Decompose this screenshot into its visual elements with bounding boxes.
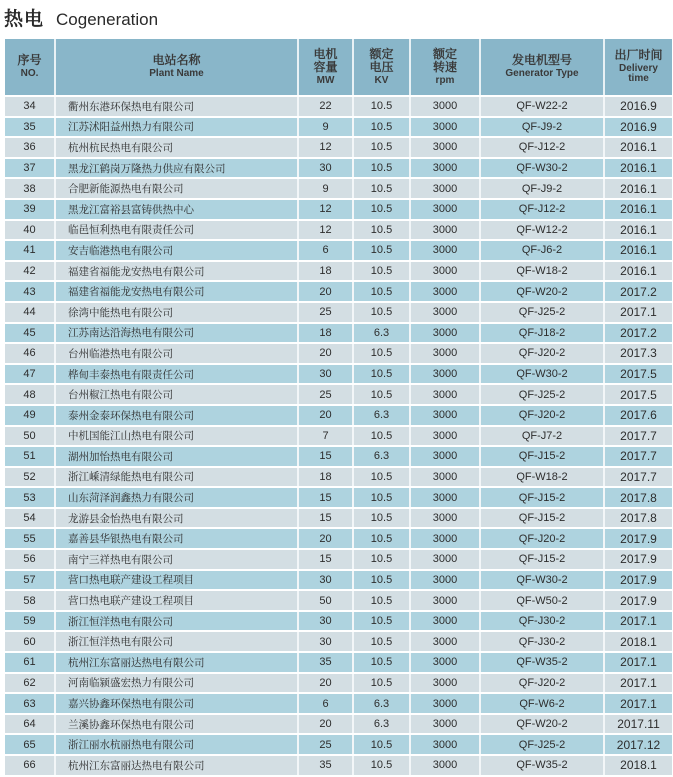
cell-plant-name: 福建省福能龙安热电有限公司 [55,281,298,302]
cell-generator-type: QF-W30-2 [480,158,604,179]
cell-delivery-time: 2017.9 [604,590,672,611]
cell-voltage-kv: 10.5 [353,673,410,694]
cell-speed-rpm: 3000 [410,652,480,673]
table-row [5,590,672,611]
cell-delivery-time: 2016.1 [604,220,672,241]
cell-speed-rpm: 3000 [410,261,480,282]
cell-plant-name: 兰溪协鑫环保热电有限公司 [55,714,298,735]
cell-voltage-kv: 10.5 [353,96,410,117]
table-row [5,652,672,673]
cell-generator-type: QF-J9-2 [480,178,604,199]
cell-no: 64 [5,714,55,735]
cell-no: 40 [5,220,55,241]
cell-no: 41 [5,240,55,261]
table-row [5,508,672,529]
cell-capacity-mw: 15 [298,487,353,508]
cell-capacity-mw: 50 [298,590,353,611]
cell-plant-name: 嘉善县华银热电有限公司 [55,528,298,549]
cell-speed-rpm: 3000 [410,117,480,138]
cell-speed-rpm: 3000 [410,96,480,117]
cell-plant-name: 杭州江东富丽达热电有限公司 [55,755,298,776]
cell-plant-name: 黑龙江鹤岗万隆热力供应有限公司 [55,158,298,179]
cell-delivery-time: 2016.1 [604,137,672,158]
table-row [5,528,672,549]
cell-delivery-time: 2017.5 [604,364,672,385]
cell-no: 49 [5,405,55,426]
cell-generator-type: QF-W18-2 [480,261,604,282]
table-row [5,549,672,570]
cell-plant-name: 中机国能江山热电有限公司 [55,426,298,447]
cell-voltage-kv: 10.5 [353,590,410,611]
cell-no: 48 [5,384,55,405]
cell-capacity-mw: 30 [298,570,353,591]
cell-capacity-mw: 15 [298,508,353,529]
table-row [5,178,672,199]
cell-capacity-mw: 18 [298,323,353,344]
cell-delivery-time: 2016.1 [604,240,672,261]
cell-no: 63 [5,693,55,714]
cell-voltage-kv: 6.3 [353,714,410,735]
cell-delivery-time: 2017.7 [604,446,672,467]
cell-speed-rpm: 3000 [410,631,480,652]
table-row [5,240,672,261]
cell-voltage-kv: 10.5 [353,734,410,755]
cell-generator-type: QF-J25-2 [480,384,604,405]
cell-no: 45 [5,323,55,344]
cell-voltage-kv: 6.3 [353,323,410,344]
cell-no: 35 [5,117,55,138]
cell-generator-type: QF-J30-2 [480,611,604,632]
cell-capacity-mw: 9 [298,178,353,199]
cell-capacity-mw: 20 [298,673,353,694]
cell-no: 62 [5,673,55,694]
cell-generator-type: QF-J15-2 [480,446,604,467]
cell-capacity-mw: 18 [298,467,353,488]
cell-speed-rpm: 3000 [410,178,480,199]
cell-speed-rpm: 3000 [410,755,480,776]
cell-generator-type: QF-J15-2 [480,487,604,508]
table-row [5,158,672,179]
cell-voltage-kv: 10.5 [353,302,410,323]
cell-delivery-time: 2016.1 [604,199,672,220]
cell-speed-rpm: 3000 [410,673,480,694]
cell-capacity-mw: 9 [298,117,353,138]
cell-no: 39 [5,199,55,220]
cell-speed-rpm: 3000 [410,508,480,529]
cell-delivery-time: 2017.11 [604,714,672,735]
cell-voltage-kv: 10.5 [353,467,410,488]
cell-plant-name: 山东菏泽润鑫热力有限公司 [55,487,298,508]
cell-voltage-kv: 10.5 [353,240,410,261]
cell-delivery-time: 2017.9 [604,570,672,591]
cell-no: 55 [5,528,55,549]
cell-speed-rpm: 3000 [410,446,480,467]
cell-plant-name: 徐湾中能热电有限公司 [55,302,298,323]
cell-capacity-mw: 15 [298,549,353,570]
cell-plant-name: 浙江嵊清绿能热电有限公司 [55,467,298,488]
cell-plant-name: 江苏南达沿海热电有限公司 [55,323,298,344]
cell-voltage-kv: 10.5 [353,652,410,673]
cell-capacity-mw: 15 [298,446,353,467]
cell-plant-name: 南宁三祥热电有限公司 [55,549,298,570]
table-row [5,343,672,364]
cell-speed-rpm: 3000 [410,487,480,508]
table-row [5,384,672,405]
table-row [5,693,672,714]
cell-plant-name: 临邑恒利热电有限责任公司 [55,220,298,241]
cell-generator-type: QF-W35-2 [480,755,604,776]
cell-plant-name: 安吉临港热电有限公司 [55,240,298,261]
table-row [5,446,672,467]
cell-no: 53 [5,487,55,508]
table-body [5,96,672,776]
cell-delivery-time: 2017.1 [604,652,672,673]
cell-no: 66 [5,755,55,776]
cell-capacity-mw: 12 [298,199,353,220]
cell-generator-type: QF-W6-2 [480,693,604,714]
cell-speed-rpm: 3000 [410,240,480,261]
cell-voltage-kv: 10.5 [353,199,410,220]
cell-plant-name: 龙游县金怡热电有限公司 [55,508,298,529]
cell-voltage-kv: 10.5 [353,117,410,138]
cell-no: 46 [5,343,55,364]
cell-generator-type: QF-J25-2 [480,302,604,323]
table-row [5,467,672,488]
cell-generator-type: QF-J6-2 [480,240,604,261]
cell-plant-name: 江苏沭阳益州热力有限公司 [55,117,298,138]
cell-no: 56 [5,549,55,570]
cell-speed-rpm: 3000 [410,693,480,714]
cell-capacity-mw: 20 [298,714,353,735]
header-plant-name: 电站名称 Plant Name [55,39,298,96]
cell-capacity-mw: 20 [298,405,353,426]
cell-generator-type: QF-J7-2 [480,426,604,447]
cell-voltage-kv: 10.5 [353,261,410,282]
cell-speed-rpm: 3000 [410,611,480,632]
cell-delivery-time: 2017.1 [604,611,672,632]
cell-voltage-kv: 6.3 [353,693,410,714]
cell-delivery-time: 2017.9 [604,549,672,570]
cell-plant-name: 台州椒江热电有限公司 [55,384,298,405]
table-row [5,714,672,735]
title-english: Cogeneration [56,10,159,29]
cell-capacity-mw: 25 [298,384,353,405]
cell-no: 51 [5,446,55,467]
cell-capacity-mw: 30 [298,158,353,179]
table-row [5,302,672,323]
cell-plant-name: 营口热电联产建设工程项目 [55,570,298,591]
cell-generator-type: QF-J12-2 [480,137,604,158]
table-row [5,755,672,776]
cell-generator-type: QF-W18-2 [480,467,604,488]
table-row [5,364,672,385]
cell-voltage-kv: 10.5 [353,220,410,241]
cell-generator-type: QF-W50-2 [480,590,604,611]
cell-generator-type: QF-J9-2 [480,117,604,138]
cell-capacity-mw: 22 [298,96,353,117]
cell-no: 44 [5,302,55,323]
table-row [5,281,672,302]
cell-voltage-kv: 10.5 [353,343,410,364]
cell-capacity-mw: 7 [298,426,353,447]
cell-no: 43 [5,281,55,302]
cell-voltage-kv: 10.5 [353,631,410,652]
cell-speed-rpm: 3000 [410,302,480,323]
cell-delivery-time: 2018.1 [604,631,672,652]
cell-plant-name: 浙江恒洋热电有限公司 [55,631,298,652]
cell-plant-name: 河南临颍盛宏热力有限公司 [55,673,298,694]
cell-delivery-time: 2018.1 [604,755,672,776]
cell-generator-type: QF-W20-2 [480,714,604,735]
cell-no: 34 [5,96,55,117]
cell-plant-name: 泰州金泰环保热电有限公司 [55,405,298,426]
cell-voltage-kv: 10.5 [353,549,410,570]
cell-delivery-time: 2017.5 [604,384,672,405]
table-row [5,261,672,282]
cell-speed-rpm: 3000 [410,158,480,179]
cell-generator-type: QF-W35-2 [480,652,604,673]
cell-no: 57 [5,570,55,591]
cell-speed-rpm: 3000 [410,734,480,755]
cell-voltage-kv: 10.5 [353,158,410,179]
cell-plant-name: 湖州加怡热电有限公司 [55,446,298,467]
table-row [5,631,672,652]
cell-generator-type: QF-W30-2 [480,364,604,385]
cell-speed-rpm: 3000 [410,220,480,241]
cogeneration-plants-table [5,39,672,777]
cell-capacity-mw: 30 [298,364,353,385]
table-row [5,570,672,591]
cell-speed-rpm: 3000 [410,590,480,611]
header-generator-type: 发电机型号 Generator Type [480,39,604,96]
table-row [5,487,672,508]
header-delivery-time: 出厂时间 Delivery time [604,39,672,96]
cell-generator-type: QF-J15-2 [480,508,604,529]
cell-capacity-mw: 35 [298,652,353,673]
cell-speed-rpm: 3000 [410,137,480,158]
table-row [5,673,672,694]
cell-delivery-time: 2017.3 [604,343,672,364]
cell-no: 54 [5,508,55,529]
cell-capacity-mw: 35 [298,755,353,776]
cell-generator-type: QF-J20-2 [480,405,604,426]
cell-speed-rpm: 3000 [410,714,480,735]
cell-delivery-time: 2017.7 [604,426,672,447]
cell-speed-rpm: 3000 [410,323,480,344]
table-row [5,137,672,158]
cell-delivery-time: 2017.7 [604,467,672,488]
cell-voltage-kv: 10.5 [353,508,410,529]
cell-plant-name: 黑龙江富裕县富铸供热中心 [55,199,298,220]
title-chinese: 热电 [4,9,45,30]
cell-no: 59 [5,611,55,632]
cell-no: 50 [5,426,55,447]
cell-delivery-time: 2017.2 [604,323,672,344]
cell-plant-name: 浙江恒洋热电有限公司 [55,611,298,632]
cell-speed-rpm: 3000 [410,364,480,385]
cell-generator-type: QF-J12-2 [480,199,604,220]
cell-speed-rpm: 3000 [410,281,480,302]
cell-no: 37 [5,158,55,179]
cell-delivery-time: 2017.12 [604,734,672,755]
cell-plant-name: 嘉兴协鑫环保热电有限公司 [55,693,298,714]
cell-generator-type: QF-J15-2 [480,549,604,570]
cell-capacity-mw: 18 [298,261,353,282]
cell-delivery-time: 2016.1 [604,178,672,199]
cell-voltage-kv: 6.3 [353,446,410,467]
table-row [5,117,672,138]
table-row [5,426,672,447]
cell-voltage-kv: 6.3 [353,405,410,426]
cell-capacity-mw: 30 [298,631,353,652]
cell-plant-name: 福建省福能龙安热电有限公司 [55,261,298,282]
cell-voltage-kv: 10.5 [353,137,410,158]
cell-plant-name: 合肥新能源热电有限公司 [55,178,298,199]
cell-delivery-time: 2016.1 [604,158,672,179]
cell-voltage-kv: 10.5 [353,570,410,591]
cell-no: 61 [5,652,55,673]
cell-capacity-mw: 20 [298,528,353,549]
cell-generator-type: QF-J18-2 [480,323,604,344]
cell-no: 52 [5,467,55,488]
cell-generator-type: QF-J25-2 [480,734,604,755]
header-capacity: 电机容量 MW [298,39,353,96]
table-row [5,611,672,632]
header-voltage: 额定电压 KV [353,39,410,96]
cell-plant-name: 杭州杭民热电有限公司 [55,137,298,158]
cell-generator-type: QF-W20-2 [480,281,604,302]
cell-generator-type: QF-W12-2 [480,220,604,241]
cell-voltage-kv: 10.5 [353,178,410,199]
cell-plant-name: 衢州东港环保热电有限公司 [55,96,298,117]
cell-no: 36 [5,137,55,158]
cell-voltage-kv: 10.5 [353,611,410,632]
cell-speed-rpm: 3000 [410,467,480,488]
cell-capacity-mw: 12 [298,137,353,158]
header-speed: 额定转速 rpm [410,39,480,96]
cell-delivery-time: 2017.1 [604,673,672,694]
cell-speed-rpm: 3000 [410,343,480,364]
cell-voltage-kv: 10.5 [353,426,410,447]
table-row [5,734,672,755]
cell-speed-rpm: 3000 [410,570,480,591]
cell-delivery-time: 2017.6 [604,405,672,426]
cell-delivery-time: 2017.8 [604,487,672,508]
cell-speed-rpm: 3000 [410,199,480,220]
header-no: 序号 NO. [5,39,55,96]
cell-no: 47 [5,364,55,385]
cell-delivery-time: 2017.8 [604,508,672,529]
cell-voltage-kv: 10.5 [353,528,410,549]
cell-capacity-mw: 12 [298,220,353,241]
cell-no: 58 [5,590,55,611]
cell-speed-rpm: 3000 [410,405,480,426]
cell-capacity-mw: 6 [298,240,353,261]
cell-capacity-mw: 20 [298,343,353,364]
cell-plant-name: 台州临港热电有限公司 [55,343,298,364]
cell-no: 65 [5,734,55,755]
cell-capacity-mw: 25 [298,302,353,323]
table-row [5,405,672,426]
cell-voltage-kv: 10.5 [353,364,410,385]
cell-speed-rpm: 3000 [410,384,480,405]
table-header-row [5,39,672,96]
cell-generator-type: QF-J20-2 [480,528,604,549]
cell-generator-type: QF-J20-2 [480,343,604,364]
table-row [5,220,672,241]
table-row [5,96,672,117]
cell-capacity-mw: 6 [298,693,353,714]
cell-capacity-mw: 25 [298,734,353,755]
cell-delivery-time: 2016.1 [604,261,672,282]
cell-speed-rpm: 3000 [410,549,480,570]
cell-no: 38 [5,178,55,199]
cell-capacity-mw: 20 [298,281,353,302]
cell-plant-name: 浙江丽水杭丽热电有限公司 [55,734,298,755]
table-row [5,323,672,344]
cell-no: 60 [5,631,55,652]
cell-plant-name: 营口热电联产建设工程项目 [55,590,298,611]
table-row [5,199,672,220]
cell-generator-type: QF-J20-2 [480,673,604,694]
cell-delivery-time: 2016.9 [604,96,672,117]
cell-generator-type: QF-J30-2 [480,631,604,652]
cell-voltage-kv: 10.5 [353,384,410,405]
cell-voltage-kv: 10.5 [353,755,410,776]
cell-no: 42 [5,261,55,282]
cell-generator-type: QF-W22-2 [480,96,604,117]
cell-plant-name: 杭州江东富丽达热电有限公司 [55,652,298,673]
cell-delivery-time: 2017.2 [604,281,672,302]
cell-voltage-kv: 10.5 [353,487,410,508]
cell-generator-type: QF-W30-2 [480,570,604,591]
cell-capacity-mw: 30 [298,611,353,632]
cell-delivery-time: 2017.1 [604,693,672,714]
cell-speed-rpm: 3000 [410,426,480,447]
page-title [4,4,158,28]
cell-voltage-kv: 10.5 [353,281,410,302]
cell-delivery-time: 2017.9 [604,528,672,549]
cell-speed-rpm: 3000 [410,528,480,549]
cell-delivery-time: 2016.9 [604,117,672,138]
cell-delivery-time: 2017.1 [604,302,672,323]
cell-plant-name: 桦甸丰泰热电有限责任公司 [55,364,298,385]
